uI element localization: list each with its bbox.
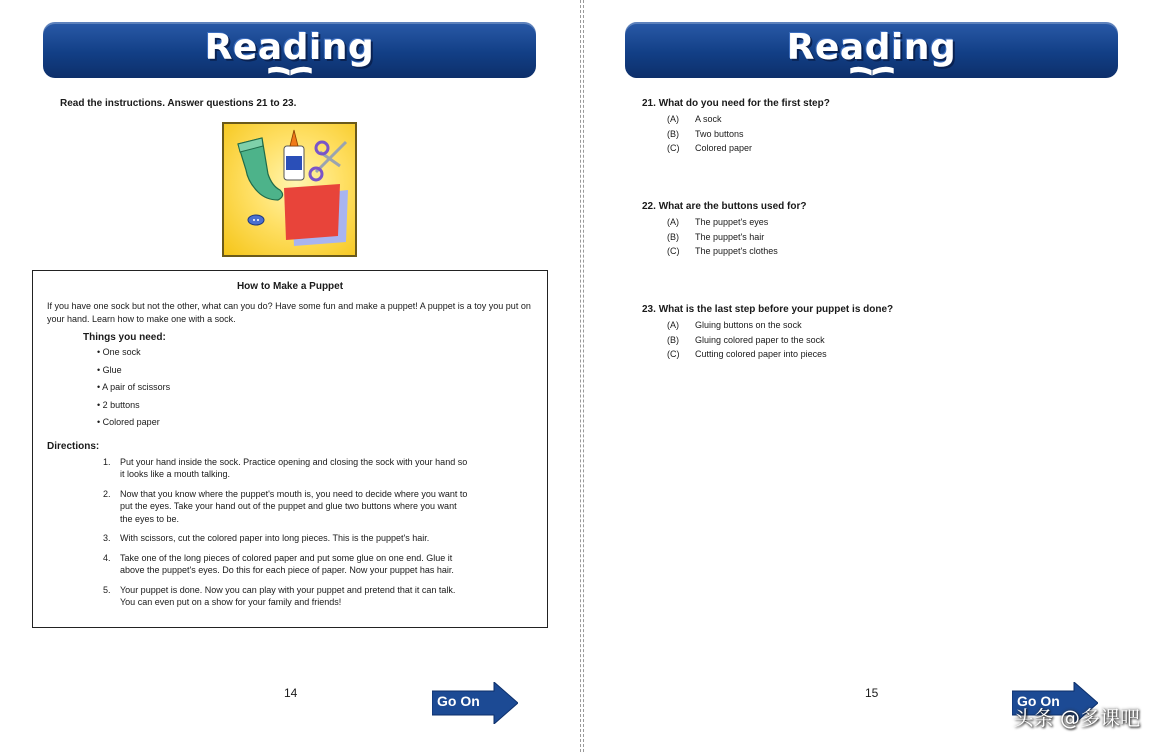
choice-letter: (B)	[667, 334, 679, 345]
instructions-text: Read the instructions. Answer questions 21 to 23.	[60, 98, 297, 109]
reading-banner	[625, 22, 1118, 78]
question-text	[642, 304, 1142, 315]
page-number: 14	[284, 686, 298, 700]
direction-step	[103, 552, 471, 577]
direction-step	[103, 488, 471, 526]
choice-text: The puppet's clothes	[695, 246, 778, 256]
choice-letter: (A)	[667, 320, 679, 330]
go-on-label: Go On	[1017, 693, 1060, 709]
choice-text: The puppet's eyes	[695, 217, 769, 227]
direction-step	[103, 456, 471, 481]
step-text: With scissors, cut the colored paper into long pieces. This is the puppet's hair.	[120, 533, 430, 543]
direction-step	[103, 532, 471, 545]
watermark: 头条 @多课吧	[1013, 706, 1140, 730]
craft-supplies-picture	[222, 122, 357, 257]
things-heading: Things you need:	[83, 332, 166, 343]
choice-text: Cutting colored paper into pieces	[695, 349, 827, 359]
answer-choice[interactable]	[667, 335, 1142, 350]
step-number: 3.	[103, 533, 111, 543]
answer-choice[interactable]	[667, 246, 1142, 261]
question-23	[642, 304, 1142, 364]
answer-choice[interactable]	[667, 129, 1142, 144]
choice-letter: (A)	[667, 114, 679, 124]
passage-title: How to Make a Puppet	[236, 281, 344, 292]
choice-text: Colored paper	[695, 143, 753, 153]
choice-text: Gluing buttons on the sock	[695, 320, 802, 330]
list-item: • One sock	[97, 347, 533, 365]
question-text	[642, 201, 1142, 212]
scissors-icon	[310, 142, 346, 180]
question-22	[642, 201, 1142, 261]
choice-letter: (C)	[667, 143, 680, 153]
question-21	[642, 98, 1142, 158]
choice-letter: (C)	[667, 349, 680, 359]
question-number: 23.	[642, 304, 656, 315]
glue-bottle-icon	[284, 130, 304, 180]
choice-letter: (C)	[667, 246, 680, 256]
answer-choice[interactable]	[667, 114, 1142, 129]
step-number: 4.	[103, 552, 111, 563]
list-item: • A pair of scissors	[97, 382, 533, 400]
step-text: Put your hand inside the sock. Practice opening and closing the sock with your hand so it looks like a mouth talking.	[120, 456, 468, 479]
sock-icon	[238, 138, 283, 200]
step-text: Your puppet is done. Now you can play with your puppet and pretend that it can talk. You can even put on a show for your family and friends!	[120, 584, 456, 607]
colored-paper-icon	[284, 184, 348, 246]
answer-choice[interactable]	[667, 232, 1142, 247]
passage-intro: If you have one sock but not the other, what can you do? Have some fun and make a puppet! A puppet is a toy you put on your hand. Learn how to make one with a sock.	[47, 301, 531, 324]
list-item: • Colored paper	[97, 417, 533, 435]
question-text	[642, 98, 1142, 109]
step-number: 2.	[103, 488, 111, 499]
answer-choice[interactable]	[667, 320, 1142, 335]
choice-text: Two buttons	[695, 128, 744, 139]
open-book-icon	[266, 64, 314, 76]
step-number: 1.	[103, 456, 111, 467]
question-prompt: What are the buttons used for?	[658, 201, 807, 212]
direction-step	[103, 584, 471, 609]
choice-text: A sock	[695, 114, 722, 124]
question-number: 21.	[642, 98, 656, 109]
choice-letter: (B)	[667, 128, 679, 139]
banner-title: Reading	[786, 27, 957, 68]
answer-choice[interactable]	[667, 143, 1142, 158]
button-icon	[248, 215, 264, 225]
list-item: • Glue	[97, 365, 533, 383]
right-page	[584, 0, 1164, 752]
directions-list	[103, 456, 471, 609]
answer-choice[interactable]	[667, 217, 1142, 232]
reading-banner	[43, 22, 536, 78]
step-text: Take one of the long pieces of colored paper and put some glue on one end. Glue it above the puppet's eyes. Do this for each piece of paper. Now your puppet has hair.	[120, 552, 454, 575]
answer-choice[interactable]	[667, 349, 1142, 364]
choice-letter: (A)	[667, 217, 679, 227]
question-prompt: What is the last step before your puppet is done?	[658, 304, 894, 315]
go-on-button[interactable]	[432, 682, 518, 724]
choice-text: Gluing colored paper to the sock	[695, 334, 825, 345]
passage-box	[32, 270, 548, 628]
go-on-label: Go On	[437, 693, 480, 709]
choice-letter: (B)	[667, 231, 679, 242]
directions-heading: Directions:	[47, 440, 100, 452]
question-prompt: What do you need for the first step?	[658, 98, 830, 109]
things-list	[47, 347, 533, 435]
open-book-icon	[848, 64, 896, 76]
page-number: 15	[865, 686, 879, 700]
step-number: 5.	[103, 584, 111, 595]
list-item: • 2 buttons	[97, 400, 533, 418]
choice-text: The puppet's hair	[695, 231, 765, 242]
step-text: Now that you know where the puppet's mouth is, you need to decide where you want to put the eyes. Take your hand out of the puppet and glue two buttons where you want the eyes to be.	[120, 488, 468, 524]
left-page	[0, 0, 580, 752]
banner-title: Reading	[204, 27, 375, 68]
question-number: 22.	[642, 201, 656, 212]
